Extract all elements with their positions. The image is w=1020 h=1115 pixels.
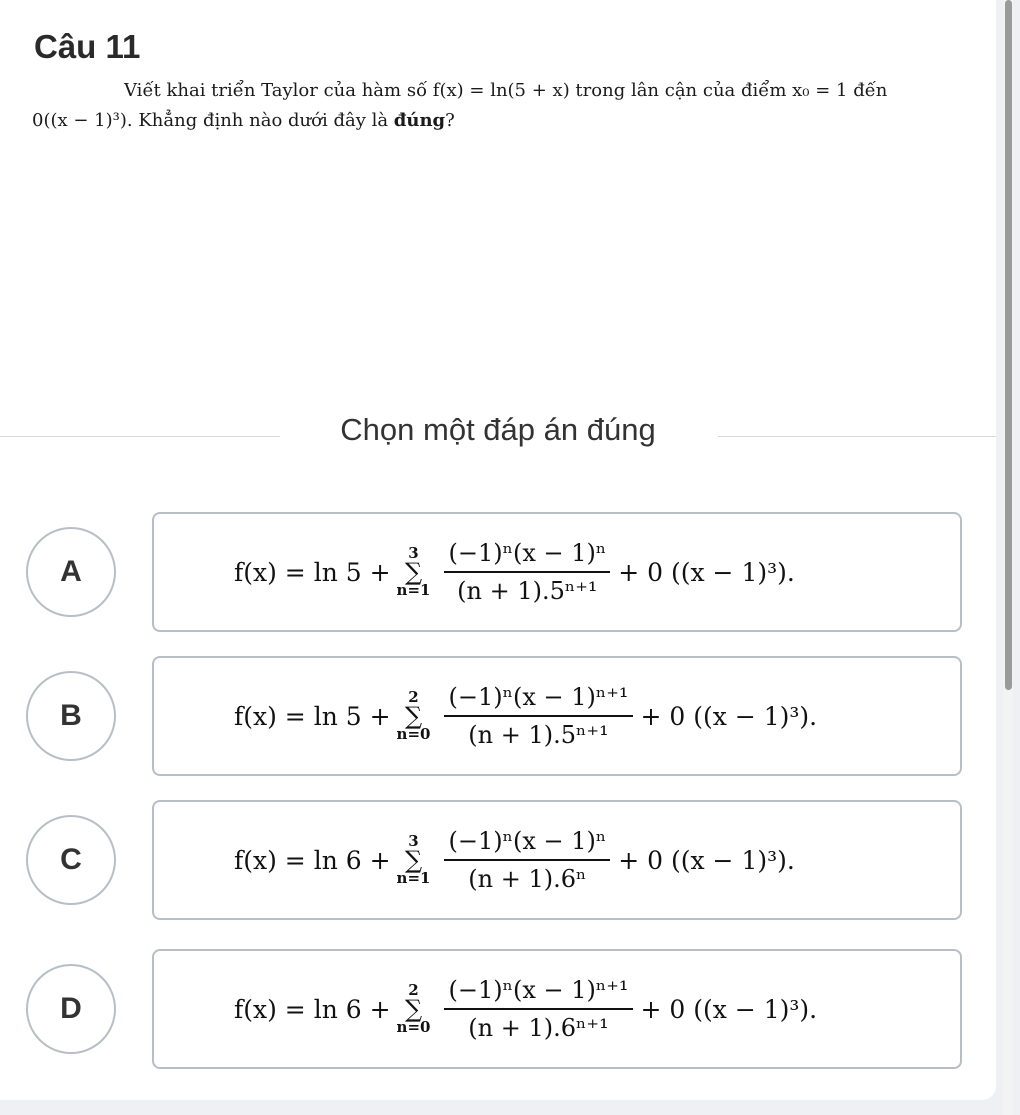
formula-lhs: f(x) = ln 6 + [234, 994, 391, 1024]
formula-tail: + 0 ((x − 1)³). [640, 701, 818, 731]
formula-tail: + 0 ((x − 1)³). [618, 845, 795, 875]
option-d-radio[interactable] [26, 964, 116, 1054]
sum-upper: 2 [408, 981, 419, 999]
fraction-numerator: (−1)ⁿ(x − 1)ⁿ [444, 539, 610, 573]
sum-lower: n=0 [396, 1018, 431, 1036]
option-letter: B [60, 699, 82, 732]
question-title: Câu 11 [34, 28, 141, 65]
fraction-denominator: (n + 1).5ⁿ⁺¹ [457, 577, 598, 605]
option-c-radio[interactable] [26, 815, 116, 905]
divider-right [718, 436, 996, 437]
summation-sign: 3 ∑ n=1 [396, 544, 431, 599]
formula-lhs: f(x) = ln 5 + [234, 557, 391, 587]
fraction-denominator: (n + 1).6ⁿ [468, 865, 587, 893]
option-a-answer[interactable] [152, 512, 962, 632]
formula-lhs: f(x) = ln 5 + [234, 701, 391, 731]
question-line-2-prefix: 0((x − 1)³). Khẳng định nào dưới đây là [32, 110, 394, 131]
summation-sign: 2 ∑ n=0 [396, 981, 431, 1036]
scrollbar-thumb[interactable] [1005, 0, 1012, 690]
fraction-numerator: (−1)ⁿ(x − 1)ⁿ⁺¹ [444, 683, 632, 717]
option-b-answer[interactable] [152, 656, 962, 776]
sum-upper: 2 [408, 688, 419, 706]
fraction [444, 539, 610, 605]
option-c-answer[interactable] [152, 800, 962, 920]
sum-lower: n=0 [396, 725, 431, 743]
formula-tail: + 0 ((x − 1)³). [618, 557, 795, 587]
formula-tail: + 0 ((x − 1)³). [640, 994, 818, 1024]
option-formula [234, 802, 795, 918]
sum-lower: n=1 [396, 869, 431, 887]
option-formula [234, 514, 795, 630]
question-line-2-suffix: ? [445, 110, 455, 131]
fraction-denominator: (n + 1).5ⁿ⁺¹ [468, 721, 609, 749]
sum-upper: 3 [408, 832, 419, 850]
fraction [444, 976, 632, 1042]
option-a-radio[interactable] [26, 527, 116, 617]
summation-sign: 3 ∑ n=1 [396, 832, 431, 887]
sum-upper: 3 [408, 544, 419, 562]
fraction [444, 827, 610, 893]
question-line-2-bold: đúng [393, 110, 446, 131]
option-letter: A [60, 555, 82, 588]
option-letter: D [60, 992, 82, 1025]
question-text [32, 76, 967, 136]
question-line-1: Viết khai triển Taylor của hàm số f(x) = ln(5 + x) trong lân cận của điểm x₀ = 1 đến [124, 80, 888, 101]
fraction [444, 683, 632, 749]
formula-lhs: f(x) = ln 6 + [234, 845, 391, 875]
option-formula [234, 951, 817, 1067]
option-d-answer[interactable] [152, 949, 962, 1069]
option-formula [234, 658, 817, 774]
fraction-numerator: (−1)ⁿ(x − 1)ⁿ⁺¹ [444, 976, 632, 1010]
choose-prompt: Chọn một đáp án đúng [340, 412, 656, 447]
sum-lower: n=1 [396, 581, 431, 599]
fraction-denominator: (n + 1).6ⁿ⁺¹ [468, 1014, 609, 1042]
summation-sign: 2 ∑ n=0 [396, 688, 431, 743]
fraction-numerator: (−1)ⁿ(x − 1)ⁿ [444, 827, 610, 861]
option-b-radio[interactable] [26, 671, 116, 761]
option-letter: C [60, 843, 82, 876]
